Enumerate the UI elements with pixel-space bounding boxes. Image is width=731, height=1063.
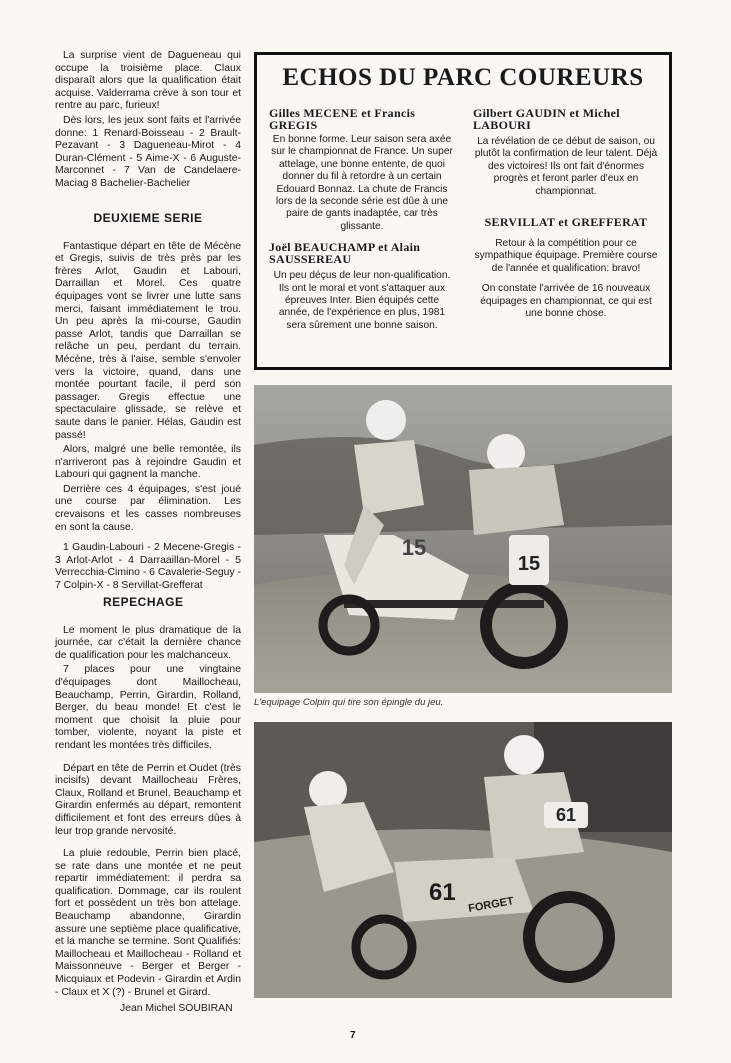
repechage-paragraph-1: Le moment le plus dramatique de la journée, car c'était la dernière chance de qualification pour les malchanceux. [55,624,241,661]
sidecar-number: 15 [401,535,427,560]
echos-text-beauchamp: Un peu déçus de leur non-qualification. Ils ont le moral et vont s'attaquer aux épreuves Inter. Bien équipés cette année, de l'expérience en plus, 1981 sera sûrement une bonne saison. [273,270,451,331]
sidecar-number: 61 [429,879,456,906]
repechage-section [55,596,241,1001]
intro-section [55,50,241,193]
echos-text-nouveaux: On constate l'arrivée de 16 nouveaux équipages en championnat, ce qui est une bonne chose. [480,283,652,320]
repechage-paragraph-2: 7 places pour une vingtaine d'équipages dont Maillocheau, Beauchamp, Perrin, Girardin, Rolland, Berger, du beau monde! Et c'est le moment que choisit la pluie pour tomber, violente, noyant la piste et rendant les montées très difficiles. [55,664,241,751]
echos-heading-gaudin: Gilbert GAUDIN et Michel LABOURI [473,106,620,132]
photo-colpin-sidecar [254,385,672,693]
echos-text-servillat: Retour à la compétition pour ce sympathique équipage. Première course de l'année et qualification: bravo! [474,238,658,274]
echos-text-gaudin: La révélation de ce début de saison, ou plutôt la confirmation de leur talent. Déjà des victoires! Ils ont fait d'énormes progrès et feront parler d'eux en championnat. [474,136,658,197]
photo-caption: L'equipage Colpin qui tire son épingle du jeu. [254,697,444,708]
intro-paragraph-1: La surprise vient de Dagueneau qui occupe la troisième place. Claux disparaît alors que la qualification était acquise. Valderrama crève à son tour et rentre au parc, furieux! [55,50,241,112]
serie2-paragraph-2: Alors, malgré une belle remontée, ils n'arriveront pas à rejoindre Gaudin et Labouri qui gagnent la manche. [55,444,241,481]
race-number-plate: 61 [555,805,577,825]
serie2-section [55,212,241,595]
sidecar-61-illustration [254,722,672,998]
page-number: 7 [350,1030,356,1041]
echos-heading-mecene: Gilles MECENE et Francis GREGIS [269,106,416,132]
echos-text-mecene: En bonne forme. Leur saison sera axée sur le championnat de France. Un super attelage, une bonne entente, de quoi donner du fil à retordre à un certain Edouard Bonnaz. La chute de Francis lors de la seconde série est dûe à une paire de gants inadaptée, car très glissante. [271,134,453,232]
repechage-paragraph-4: La pluie redouble, Perrin bien placé, se rate dans une montée et ne peut repartir immédiatement: il perdra sa qualification. Dommage, car ils roulent fort et possèdent un très bon attelage. Beauchamp abandonne, Girardin assure une septième place qualificative, et la manche se termine. Sont Qualifiés: Maillocheau et Maillocheau - Rolland et Maissonneuve - Berger et Berger - Micquiaux et Podevin - Girardin et Ardin - Claux et X (?) - Brunel et Girard. [55,848,241,998]
echos-left-column [269,107,455,332]
race-number-plate: 15 [517,553,541,575]
sidecar-photo-illustration [254,385,672,693]
photo-sidecar-61 [254,722,672,998]
serie2-paragraph-3: Derrière ces 4 équipages, s'est joué une course par élimination. Les crevaisons et les casses nombreuses en sont la cause. [55,483,241,533]
echos-box [254,52,672,370]
serie2-results: 1 Gaudin-Labouri - 2 Mecene-Gregis - 3 Arlot-Arlot - 4 Darraaillan-Morel - 5 Verrecchia-Cimino - 6 Cavalerie-Seguy - 7 Colpin-X - 8 Servillat-Grefferat [55,542,241,592]
echos-heading-beauchamp: Joël BEAUCHAMP et Alain SAUSSEREAU [269,240,421,267]
serie2-heading: DEUXIEME SERIE [93,211,203,225]
author-signature: Jean Michel SOUBIRAN [120,1003,233,1014]
echos-title: ECHOS DU PARC COUREURS [282,64,644,91]
sponsor-logo: FORGET [467,895,515,915]
intro-paragraph-2: Dès lors, les jeux sont faits et l'arrivée donne: 1 Renard-Boisseau - 2 Brault-Pezavant - 3 Dagueneau-Mirot - 4 Duran-Clément - 5 Aime-X - 6 Auguste-Marconnet - 7 Van de Candelaere-Maciag 8 Bachelier-Bachelier [55,114,241,189]
echos-right-column [473,107,659,320]
echos-heading-servillat: SERVILLAT et GREFFERAT [484,215,648,230]
repechage-heading: REPECHAGE [103,595,184,609]
repechage-paragraph-3: Départ en tête de Perrin et Oudet (très incisifs) devant Maillocheau Frères, Claux, Rolland et Brunel. Beauchamp et Girardin enfermés au départ, remontent difficilement et font des erreurs dûes à leur trop grande nervosité. [55,762,241,837]
serie2-paragraph-1: Fantastique départ en tête de Mécène et Gregis, suivis de très près par les frères Arlot, Gaudin et Labouri, Darraillan et Morel. Ces quatre équipages vont se livrer une lutte sans merci, faisant immédiatement le trou. Un peu après la mi-course, Gaudin passe Arlot, tandis que Darraillan se relâche un peu, perdant du terrain. Mécène, très à l'aise, semble s'envoler vers la victoire, quand, dans une montée pourtant facile, il perd son passager. Gregis effectue une spectaculaire glissade, se relève et saute dans le panier. Hélas, Gaudin est passé! [55,240,241,441]
